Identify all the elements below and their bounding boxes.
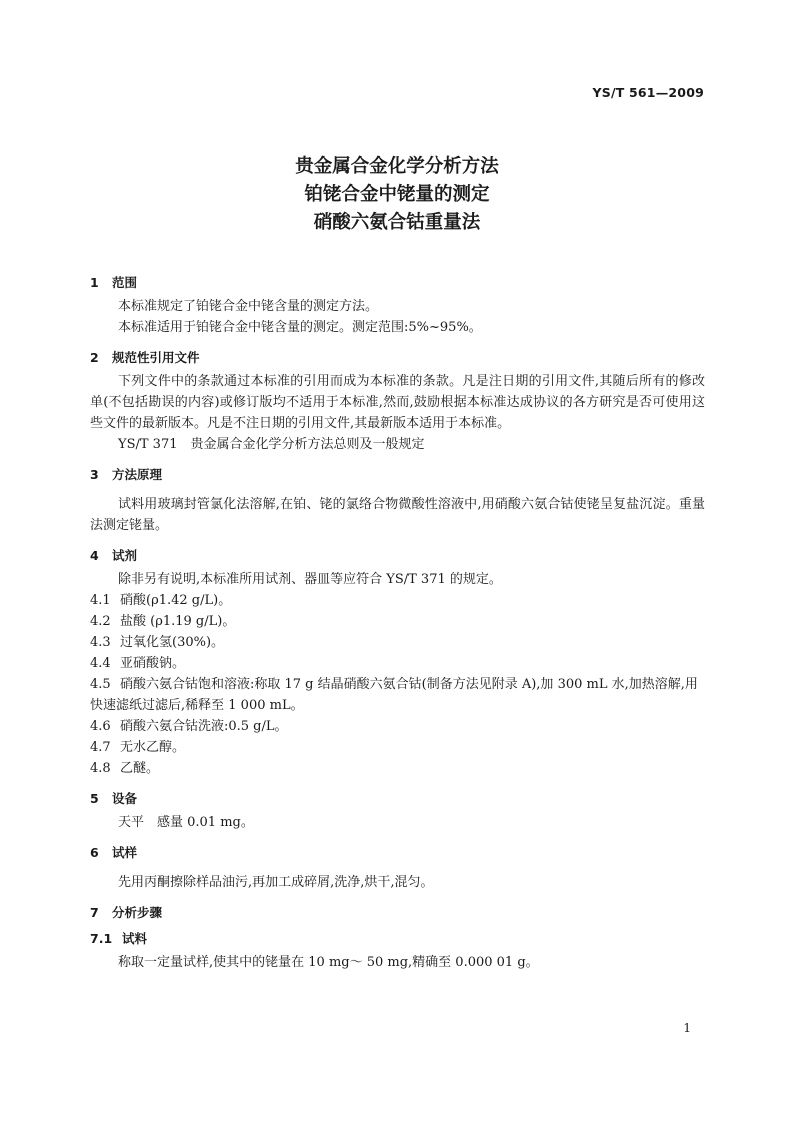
list-item bbox=[90, 653, 705, 674]
section-number: 3 bbox=[90, 467, 99, 482]
section-title: 试样 bbox=[112, 845, 138, 860]
item-text: 乙醚。 bbox=[120, 761, 160, 776]
reference-entry: YS/T 371 贵金属合金化学分析方法总则及一般规定 bbox=[118, 437, 425, 452]
section-number: 2 bbox=[90, 350, 99, 365]
section-title: 规范性引用文件 bbox=[112, 350, 200, 365]
list-item bbox=[90, 716, 705, 737]
item-number: 4.6 bbox=[90, 719, 111, 734]
section-title: 方法原理 bbox=[112, 467, 163, 482]
section-heading-3 bbox=[90, 464, 705, 486]
item-number: 4.3 bbox=[90, 635, 111, 650]
title-line-2: 铂铑合金中铑量的测定 bbox=[304, 184, 490, 205]
paragraph: 下列文件中的条款通过本标准的引用而成为本标准的条款。凡是注日期的引用文件,其随后所有的修改单(不包括勘误的内容)或修订版均不适用于本标准,然而,鼓励根据本标准达成协议的各方研究是否可使用这些文件的最新版本。凡是不注日期的引用文件,其最新版本适用于本标准。 bbox=[90, 374, 705, 431]
list-item bbox=[90, 737, 705, 758]
paragraph: 先用丙酮擦除样品油污,再加工成碎屑,洗净,烘干,混匀。 bbox=[118, 875, 434, 890]
section-number: 6 bbox=[90, 845, 99, 860]
item-text: 盐酸 (ρ1.19 g/L)。 bbox=[120, 614, 236, 629]
section-heading-7 bbox=[90, 902, 705, 924]
section-number: 1 bbox=[90, 275, 99, 290]
subsection-title: 试料 bbox=[122, 931, 148, 946]
list-item bbox=[90, 590, 705, 611]
item-number: 4.1 bbox=[90, 593, 111, 608]
paragraph: 本标准适用于铂铑合金中铑含量的测定。测定范围:5%~95%。 bbox=[118, 320, 482, 335]
list-item bbox=[90, 758, 705, 779]
section-heading-1 bbox=[90, 272, 705, 294]
title-line-1: 贵金属合金化学分析方法 bbox=[295, 156, 499, 177]
section-title: 试剂 bbox=[112, 548, 138, 563]
section-number: 7 bbox=[90, 905, 99, 920]
section-heading-4 bbox=[90, 545, 705, 567]
section-number: 4 bbox=[90, 548, 99, 563]
item-text: 过氧化氢(30%)。 bbox=[120, 635, 225, 650]
section-title: 设备 bbox=[112, 791, 138, 806]
list-item bbox=[90, 674, 705, 716]
paragraph: 称取一定量试样,使其中的铑量在 10 mg～ 50 mg,精确至 0.000 01 g。 bbox=[118, 955, 539, 970]
section-number: 5 bbox=[90, 791, 99, 806]
item-number: 4.7 bbox=[90, 740, 111, 755]
paragraph: 除非另有说明,本标准所用试剂、器皿等应符合 YS/T 371 的规定。 bbox=[118, 572, 502, 587]
section-title: 范围 bbox=[112, 275, 138, 290]
item-text: 硝酸六氨合钴饱和溶液:称取 17 g 结晶硝酸六氨合钴(制备方法见附录 A),加 300 mL 水,加热溶解,用快速滤纸过滤后,稀释至 1 000 mL。 bbox=[90, 677, 698, 713]
item-text: 硝酸六氨合钴洗液:0.5 g/L。 bbox=[120, 719, 288, 734]
item-text: 无水乙醇。 bbox=[120, 740, 186, 755]
item-number: 4.4 bbox=[90, 656, 111, 671]
paragraph: 本标准规定了铂铑合金中铑含量的测定方法。 bbox=[118, 299, 379, 314]
section-title: 分析步骤 bbox=[112, 905, 163, 920]
item-number: 4.2 bbox=[90, 614, 111, 629]
item-number: 4.8 bbox=[90, 761, 111, 776]
item-number: 4.5 bbox=[90, 677, 111, 692]
document-body bbox=[90, 272, 705, 973]
title-line-3: 硝酸六氨合钴重量法 bbox=[313, 212, 481, 233]
subsection-number: 7.1 bbox=[90, 931, 113, 946]
section-heading-2 bbox=[90, 347, 705, 369]
paragraph: 试料用玻璃封管氯化法溶解,在铂、铑的氯络合物微酸性溶液中,用硝酸六氨合钴使铑呈复盐沉淀。重量法测定铑量。 bbox=[90, 497, 705, 533]
list-item bbox=[90, 632, 705, 653]
item-text: 亚硝酸钠。 bbox=[120, 656, 186, 671]
section-heading-6 bbox=[90, 842, 705, 864]
page-number: 1 bbox=[683, 1021, 691, 1035]
section-heading-5 bbox=[90, 788, 705, 810]
item-text: 硝酸(ρ1.42 g/L)。 bbox=[120, 593, 232, 608]
list-item bbox=[90, 611, 705, 632]
subsection-heading bbox=[90, 928, 705, 950]
paragraph: 天平 感量 0.01 mg。 bbox=[118, 815, 254, 830]
standard-number: YS/T 561—2009 bbox=[592, 85, 704, 100]
